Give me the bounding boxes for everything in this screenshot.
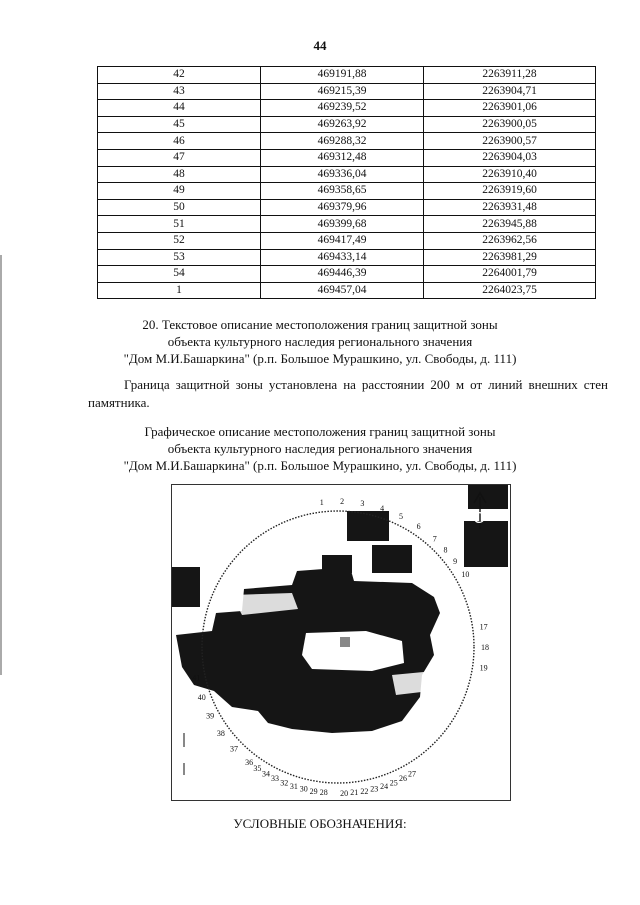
point-number-cell: 48 xyxy=(98,166,261,183)
table-row xyxy=(98,166,596,183)
x-coordinate-cell: 469446,39 xyxy=(261,266,424,283)
point-number-cell: 1 xyxy=(98,282,261,299)
table-row xyxy=(98,266,596,283)
boundary-point-label: 24 xyxy=(380,781,389,791)
boundary-point-label: 2 xyxy=(340,497,345,507)
boundary-point-label: 29 xyxy=(309,786,318,796)
point-number-cell: 47 xyxy=(98,149,261,166)
monument-marker xyxy=(340,637,350,647)
boundary-point-label: 6 xyxy=(416,522,421,531)
map-drawing xyxy=(172,485,510,800)
north-label: С xyxy=(473,510,485,527)
graphic-heading-line2: объекта культурного наследия регионального значения xyxy=(167,441,473,456)
graphic-heading-line1: Графическое описание местоположения границ защитной зоны xyxy=(144,424,496,439)
section-20-heading xyxy=(0,316,640,367)
section-20-heading-line1: 20. Текстовое описание местоположения границ защитной зоны xyxy=(142,317,498,332)
table-row xyxy=(98,249,596,266)
boundary-point-label: 34 xyxy=(262,769,270,779)
boundary-point-label: 38 xyxy=(216,728,225,738)
y-coordinate-cell: 2264023,75 xyxy=(424,282,596,299)
x-coordinate-cell: 469263,92 xyxy=(261,116,424,133)
boundary-point-label: 5 xyxy=(399,511,403,521)
boundary-point-label: 40 xyxy=(197,692,206,702)
y-coordinate-cell: 2263910,40 xyxy=(424,166,596,183)
section-20-heading-line2: объекта культурного наследия регионального значения xyxy=(167,334,473,349)
boundary-point-label: 8 xyxy=(443,545,448,555)
boundary-point-label: 30 xyxy=(299,784,308,794)
y-coordinate-cell: 2263900,05 xyxy=(424,116,596,133)
boundary-point-label: 28 xyxy=(319,788,328,798)
boundary-point-label: 32 xyxy=(280,778,289,788)
boundary-point-label: 33 xyxy=(271,774,279,784)
coordinates-table xyxy=(97,66,596,299)
x-coordinate-cell: 469417,49 xyxy=(261,232,424,249)
x-coordinate-cell: 469191,88 xyxy=(261,67,424,84)
x-coordinate-cell: 469399,68 xyxy=(261,216,424,233)
table-row xyxy=(98,83,596,100)
table-row xyxy=(98,216,596,233)
y-coordinate-cell: 2263904,71 xyxy=(424,83,596,100)
boundary-point-label: 35 xyxy=(253,764,262,773)
map-road xyxy=(392,671,434,695)
boundary-point-label: 26 xyxy=(399,774,407,784)
boundary-point-label: 25 xyxy=(389,778,398,788)
y-coordinate-cell: 2263911,28 xyxy=(424,67,596,84)
y-coordinate-cell: 2263962,56 xyxy=(424,232,596,249)
y-coordinate-cell: 2263945,88 xyxy=(424,216,596,233)
boundary-point-label: 21 xyxy=(350,788,359,798)
protection-zone-map xyxy=(171,484,511,801)
point-number-cell: 53 xyxy=(98,249,261,266)
y-coordinate-cell: 2263904,03 xyxy=(424,149,596,166)
boundary-point-label: 4 xyxy=(380,504,385,514)
point-number-cell: 49 xyxy=(98,183,261,200)
boundary-point-label: 22 xyxy=(360,786,369,796)
table-row xyxy=(98,149,596,166)
table-row xyxy=(98,133,596,150)
boundary-point-label: 9 xyxy=(453,557,458,567)
y-coordinate-cell: 2263919,60 xyxy=(424,183,596,200)
boundary-description: Граница защитной зоны установлена на расстоянии 200 м от линий внешних стен памятника. xyxy=(88,377,608,410)
point-number-cell: 50 xyxy=(98,199,261,216)
legend-title: УСЛОВНЫЕ ОБОЗНАЧЕНИЯ: xyxy=(233,816,407,831)
graphic-description-heading xyxy=(0,423,640,474)
graphic-heading-line3: "Дом М.И.Башаркина" (р.п. Большое Мурашкино, ул. Свободы, д. 111) xyxy=(123,458,517,473)
x-coordinate-cell: 469239,52 xyxy=(261,100,424,117)
point-number-cell: 43 xyxy=(98,83,261,100)
boundary-point-label: 37 xyxy=(230,744,238,754)
point-number-cell: 45 xyxy=(98,116,261,133)
y-coordinate-cell: 2263901,06 xyxy=(424,100,596,117)
table-row xyxy=(98,199,596,216)
section-20-heading-line3: "Дом М.И.Башаркина" (р.п. Большое Мурашкино, ул. Свободы, д. 111) xyxy=(123,351,517,366)
boundary-point-label: 3 xyxy=(360,499,365,509)
table-row xyxy=(98,183,596,200)
y-coordinate-cell: 2263931,48 xyxy=(424,199,596,216)
map-terrain-masses xyxy=(172,485,508,733)
y-coordinate-cell: 2263900,57 xyxy=(424,133,596,150)
x-coordinate-cell: 469215,39 xyxy=(261,83,424,100)
page-number: 44 xyxy=(313,38,327,53)
boundary-point-label: 17 xyxy=(479,622,488,632)
y-coordinate-cell: 2263981,29 xyxy=(424,249,596,266)
x-coordinate-cell: 469312,48 xyxy=(261,149,424,166)
boundary-point-label: 10 xyxy=(461,570,470,579)
point-number-cell: 44 xyxy=(98,100,261,117)
boundary-point-label: 31 xyxy=(289,781,298,791)
table-row xyxy=(98,116,596,133)
point-number-cell: 46 xyxy=(98,133,261,150)
point-number-cell: 52 xyxy=(98,232,261,249)
boundary-point-label: 27 xyxy=(408,769,416,779)
boundary-point-label: 39 xyxy=(206,711,215,721)
x-coordinate-cell: 469379,96 xyxy=(261,199,424,216)
boundary-point-label: 23 xyxy=(370,784,379,794)
x-coordinate-cell: 469336,04 xyxy=(261,166,424,183)
x-coordinate-cell: 469358,65 xyxy=(261,183,424,200)
boundary-point-label: 36 xyxy=(245,758,254,767)
point-number-cell: 54 xyxy=(98,266,261,283)
boundary-point-label: 1 xyxy=(319,497,324,507)
boundary-point-label: 7 xyxy=(432,534,437,544)
boundary-point-label: 41 xyxy=(192,673,201,683)
y-coordinate-cell: 2264001,79 xyxy=(424,266,596,283)
boundary-point-label: 19 xyxy=(479,663,488,673)
table-row xyxy=(98,67,596,84)
boundary-point-label: 20 xyxy=(340,788,349,798)
x-coordinate-cell: 469433,14 xyxy=(261,249,424,266)
table-row xyxy=(98,100,596,117)
point-number-cell: 51 xyxy=(98,216,261,233)
x-coordinate-cell: 469288,32 xyxy=(261,133,424,150)
x-coordinate-cell: 469457,04 xyxy=(261,282,424,299)
point-number-cell: 42 xyxy=(98,67,261,84)
table-row xyxy=(98,232,596,249)
boundary-point-label: 18 xyxy=(481,643,489,652)
table-row xyxy=(98,282,596,299)
